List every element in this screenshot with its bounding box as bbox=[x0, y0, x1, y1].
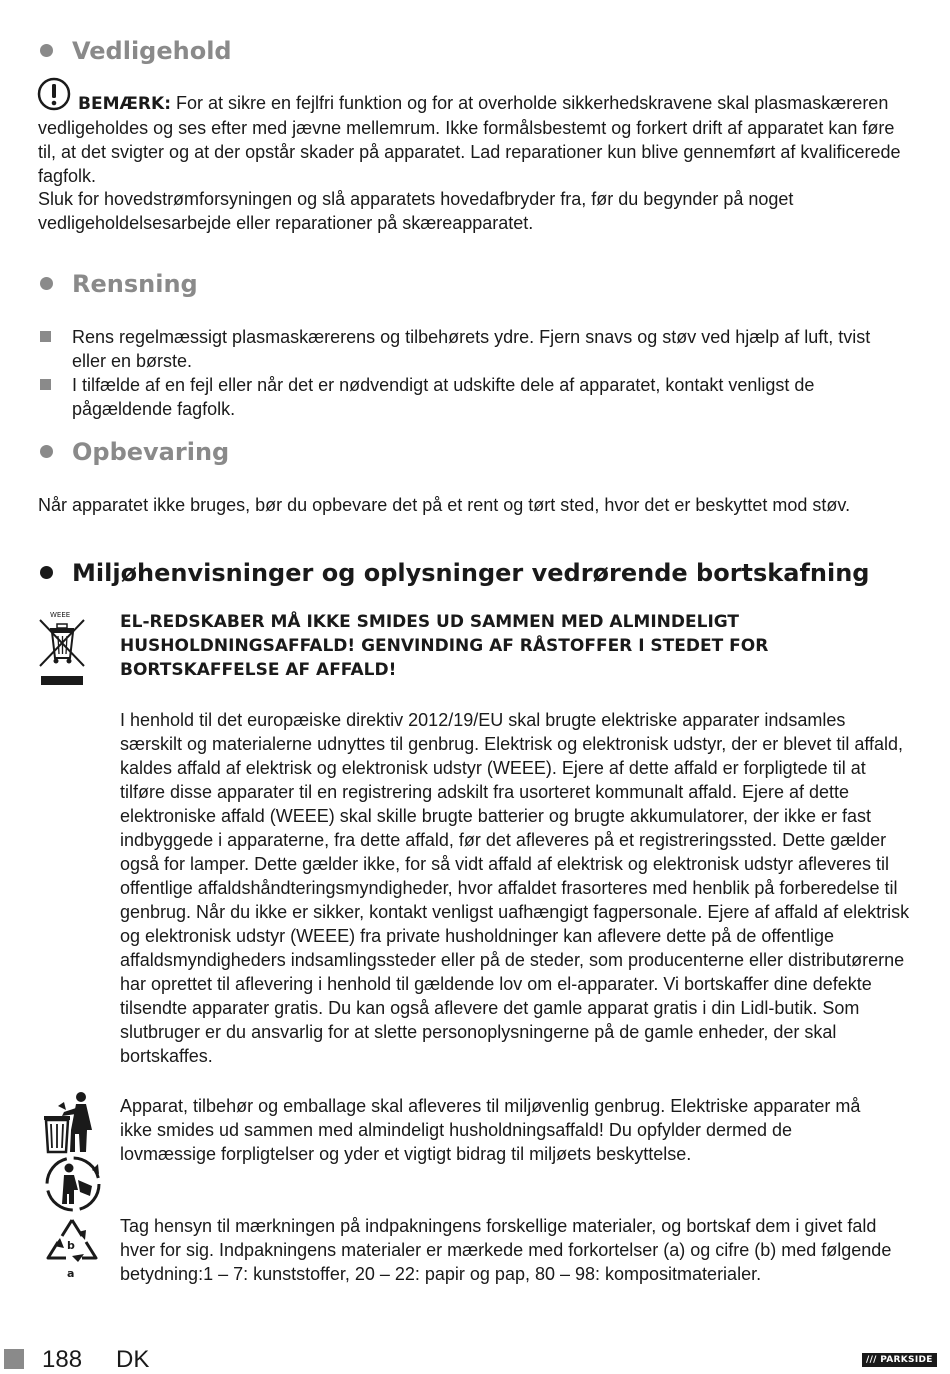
weee-crossed-bin-icon bbox=[36, 618, 86, 688]
waste-disposal-person-icon bbox=[40, 1090, 100, 1154]
footer-marker bbox=[4, 1349, 24, 1369]
weee-warning: EL-REDSKABER MÅ IKKE SMIDES UD SAMMEN MED ALMINDELIGT HUSHOLDNINGSAFFALD! GENVINDING AF RÅSTOFFER I STEDET FOR BORTSKAFFELSE AF AFFALD! bbox=[120, 612, 769, 680]
recycle-symbol-b: b bbox=[67, 1239, 75, 1252]
maintenance-paragraph: Sluk for hovedstrømforsyningen og slå apparatets hovedafbryder fra, før du begynder på noget vedligeholdelsesarbejde eller reparationer på skæreapparatet. bbox=[38, 189, 794, 233]
list-item: Rens regelmæssigt plasmaskærerens og tilbehørets ydre. Fjern snavs og støv ved hjælp af luft, tvist eller en børste. bbox=[72, 327, 871, 371]
language-code: DK bbox=[116, 1346, 150, 1373]
note-label: BEMÆRK: bbox=[78, 94, 171, 114]
list-item: I tilfælde af en fejl eller når det er nødvendigt at udskifte dele af apparatet, kontakt venligst de pågældende fagfolk. bbox=[72, 375, 815, 419]
brand-logo: /// PARKSIDE bbox=[862, 1353, 937, 1367]
list-bullet bbox=[40, 379, 51, 390]
heading-maintenance: Vedligehold bbox=[72, 37, 232, 65]
recycling-paragraph: Apparat, tilbehør og emballage skal afleveres til miljøvenlig genbrug. Elektriske apparater må ikke smides ud sammen med almindeligt husholdningsaffald! Du opfylder dermed de lovmæssige forpligtelser og yder et vigtigt bidrag til miljøets beskyttelse. bbox=[120, 1096, 861, 1164]
packaging-paragraph: Tag hensyn til mærkningen på indpakningens forskellige materialer, og bortskaf dem i givet fald hver for sig. Indpakningens materialer er mærkede med forkortelser (a) og cifre (b) med følgende betydning:1 – 7: kunststoffer, 20 – 22: papir og pap, 80 – 98: kompositmaterialer. bbox=[120, 1216, 892, 1284]
list-bullet bbox=[40, 331, 51, 342]
heading-cleaning: Rensning bbox=[72, 270, 198, 298]
note-text: For at sikre en fejlfri funktion og for at overholde sikkerhedskravene skal plasmaskæreren vedligeholdes og ses efter med jævne mellemrum. Ikke formålsbestemt og forkert drift af apparatet kan føre til, at det svigter og at der opstår skader på apparatet. Lad reparationer kun blive gennemført af kvalificerede fagfolk. bbox=[38, 93, 901, 186]
section-bullet bbox=[40, 277, 53, 290]
recycle-symbol-a: a bbox=[67, 1267, 75, 1280]
maintenance-note bbox=[38, 91, 908, 188]
section-bullet bbox=[40, 44, 53, 57]
heading-storage: Opbevaring bbox=[72, 438, 230, 466]
section-bullet bbox=[40, 445, 53, 458]
weee-label: WEEE bbox=[50, 611, 71, 619]
recycling-person-icon bbox=[42, 1156, 104, 1212]
weee-paragraph: I henhold til det europæiske direktiv 2012/19/EU skal brugte elektriske apparater indsamles særskilt og materialerne udnyttes til genbrug. Elektrisk og elektronisk udstyr, der er blevet til affald, kaldes affald af elektrisk og elektronisk udstyr (WEEE). Ejere af dette affald er forpligtede til at tilføre disse apparater til en registrering adskilt fra usorteret kommunalt affald. Ejere af dette elektroniske affald (WEEE) skal skille brugte batterier og brugte akkumulatorer, der ikke er fast indbyggede i apparaterne, fra dette affald, før det afleveres på et registreringssted. Dette gælder også for lamper. Dette gælder ikke, for så vidt affald af elektrisk og elektronisk udstyr afleveres til offentlige affaldshåndteringsmyndigheder, hvor affaldet frasorteres med henblik på forberedelse til genbrug. Når du ikke er sikker, kontakt venligst uafhængigt fagpersonale. Ejere af affald af elektrisk og elektronisk udstyr (WEEE) fra private husholdninger kan aflevere dette på de offentlige affaldsmyndigheders indsamlingssteder eller på de steder, som producenterne eller distributørerne har oprettet til aflevering i henhold til gældende lov om el-apparater. Vi bortskaffer dine defekte tilsendte apparater gratis. Du kan også aflevere det gamle apparat gratis i din Lidl-butik. Som slutbruger er du ansvarlig for at slette personoplysningerne på de gamle enheder, der skal bortskaffes. bbox=[120, 710, 910, 1066]
storage-paragraph: Når apparatet ikke bruges, bør du opbevare det på et rent og tørt sted, hvor det er beskyttet mod støv. bbox=[38, 495, 851, 515]
section-bullet bbox=[40, 566, 53, 579]
page-number: 188 bbox=[42, 1346, 83, 1373]
heading-environment: Miljøhenvisninger og oplysninger vedrørende bortskafning bbox=[72, 559, 870, 587]
